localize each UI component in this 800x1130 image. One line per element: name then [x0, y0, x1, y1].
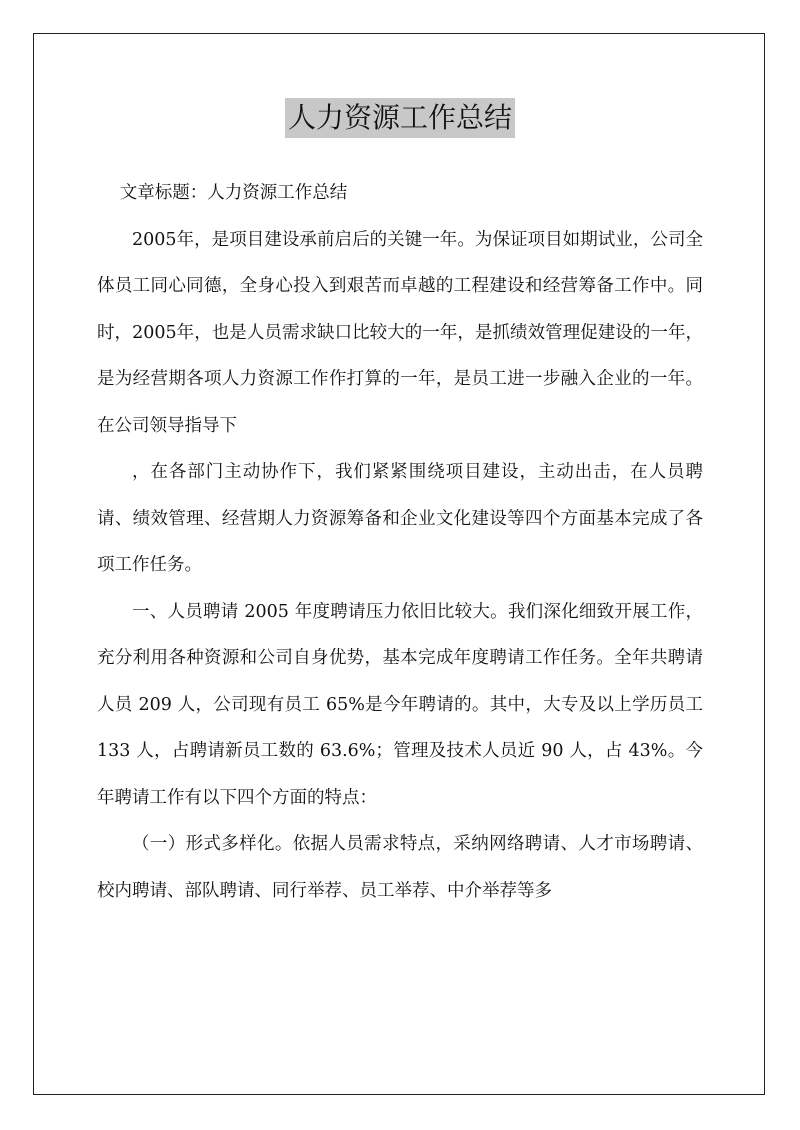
paragraph-intro: 2005年，是项目建设承前启后的关键一年。为保证项目如期试业，公司全体员工同心同德，全身心投入到艰苦而卓越的工程建设和经营筹备工作中。同时，2005年，也是人员需求缺口比较大的一年，是抓绩效管理促建设的一年，是为经营期各项人力资源工作作打算的一年，是员工进一步融入企业的一年。在公司领导指导下: [97, 229, 703, 436]
document-title: 人力资源工作总结: [285, 98, 515, 138]
paragraph-collaboration: ，在各部门主动协作下，我们紧紧围绕项目建设，主动出击，在人员聘请、绩效管理、经营期人力资源筹备和企业文化建设等四个方面基本完成了各项工作任务。: [97, 462, 703, 575]
document-body: [97, 170, 703, 914]
title-container: [0, 98, 800, 138]
paragraph-diversified-forms: （一）形式多样化。依据人员需求特点，采纳网络聘请、人才市场聘请、校内聘请、部队聘请、同行举荐、员工举荐、中介举荐等多: [97, 834, 703, 901]
paragraph-recruitment: 一、人员聘请 2005 年度聘请压力依旧比较大。我们深化细致开展工作，充分利用各种资源和公司自身优势，基本完成年度聘请工作任务。全年共聘请人员 209 人，公司现有员工 65%是今年聘请的。其中，大专及以上学历员工 133 人，占聘请新员工数的 63.6%；管理及技术人员近 90 人，占 43%。今年聘请工作有以下四个方面的特点：: [97, 601, 703, 808]
article-title-line: 文章标题：人力资源工作总结: [119, 183, 348, 203]
